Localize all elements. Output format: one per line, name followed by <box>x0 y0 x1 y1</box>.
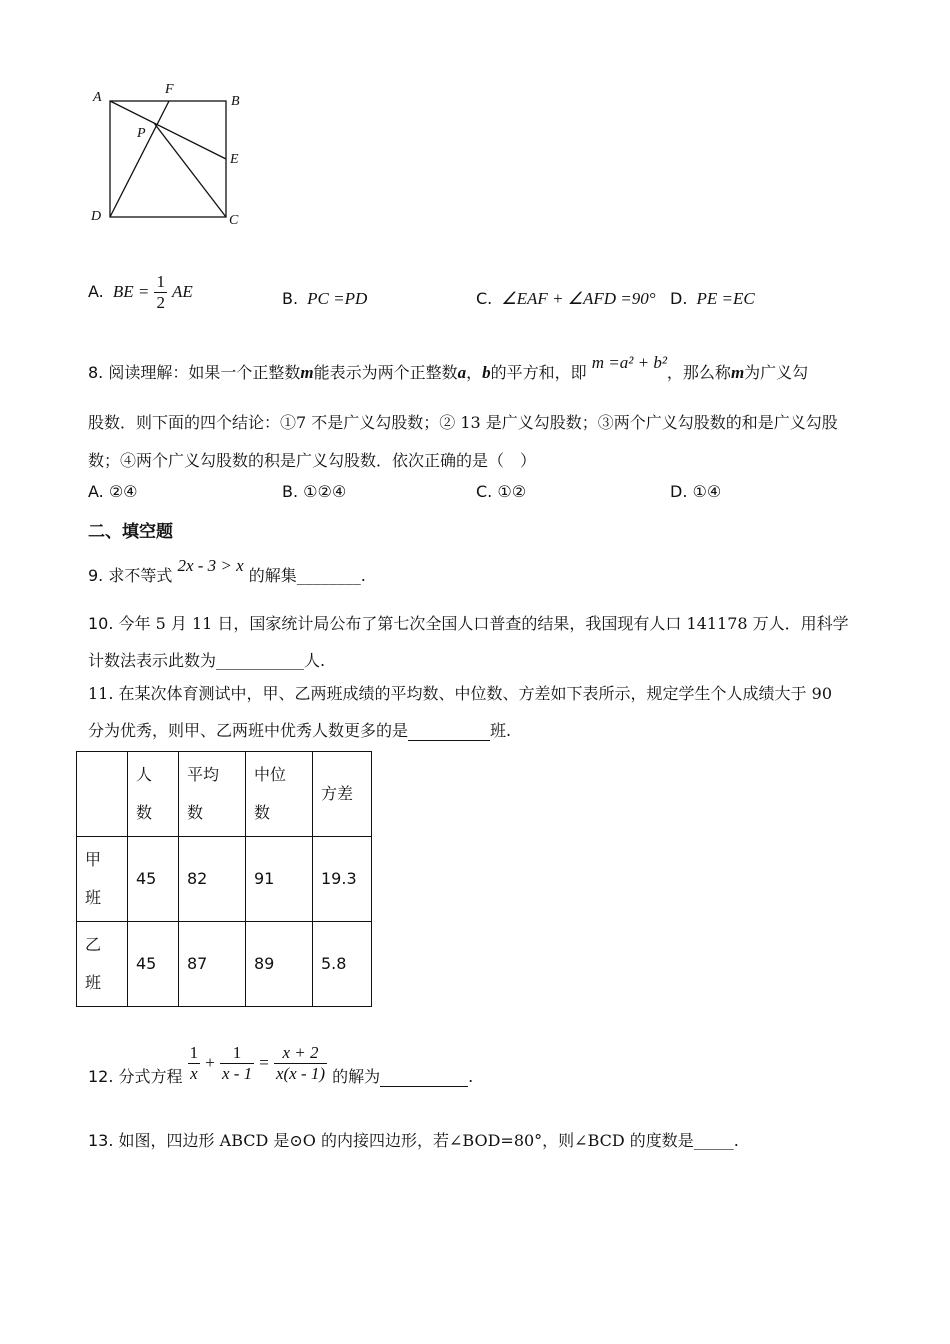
header-cell <box>77 752 128 837</box>
q7-option-d[interactable] <box>670 289 755 309</box>
q8-comma: ， <box>466 363 483 382</box>
frac-den: 2 <box>156 293 165 312</box>
frac-den: x - 1 <box>221 1064 253 1083</box>
q8-text-d: ，那么称 <box>666 363 731 382</box>
label-d: D <box>91 209 102 224</box>
row-name: 甲 班 <box>77 837 128 922</box>
q11-line-2 <box>88 718 511 741</box>
frac-num: 1 <box>220 1043 254 1064</box>
label-f: F <box>165 82 174 97</box>
q10-line-2: 计数法表示此数为___________人. <box>88 651 326 670</box>
q11-text-3: 班. <box>490 721 512 740</box>
q13-text: 如图，四边形 ABCD 是⊙O 的内接四边形，若∠BOD=80°，则∠BCD 的度数是_____. <box>118 1131 739 1150</box>
answer-blank[interactable] <box>408 721 490 741</box>
fraction-2 <box>220 1043 254 1084</box>
header-cell: 方差 <box>313 752 372 837</box>
question-number: 13. <box>88 1131 114 1150</box>
cell-mean: 87 <box>179 922 246 1007</box>
cell-median: 89 <box>246 922 313 1007</box>
label-e: E <box>230 152 239 167</box>
q12-period: . <box>468 1067 474 1086</box>
option-letter: A. <box>88 282 104 301</box>
question-number: 9. <box>88 566 104 585</box>
q13 <box>88 1128 739 1151</box>
label-a: A <box>93 90 102 105</box>
var-m-2: m <box>730 363 745 382</box>
fraction-3 <box>274 1043 327 1084</box>
frac-num: 1 <box>189 1043 199 1062</box>
q9-pre: 求不等式 <box>108 566 173 585</box>
table-header-row <box>77 752 372 837</box>
label-c: C <box>229 213 239 228</box>
frac-den: x(x - 1) <box>275 1064 326 1083</box>
section-title: 二、填空题 <box>88 522 173 542</box>
q11-text-2: 分为优秀，则甲、乙两班中优秀人数更多的是 <box>88 721 409 740</box>
q12-post: 的解为 <box>332 1067 381 1086</box>
q12 <box>88 1043 473 1084</box>
label-b: B <box>231 94 240 109</box>
segment-df <box>110 101 169 217</box>
q8-line-3: 数；④两个广义勾股数的积是广义勾股数．依次正确的是（ ） <box>88 451 537 470</box>
option-letter: C. <box>476 289 493 308</box>
q7-option-c[interactable] <box>476 289 656 309</box>
segment-ae <box>110 101 226 159</box>
answer-blank[interactable] <box>380 1067 468 1087</box>
q8-option-a[interactable]: A. ②④ <box>88 482 138 501</box>
q8-text-c: 的平方和，即 <box>490 363 587 382</box>
var-b: b <box>482 363 491 382</box>
fraction-1 <box>188 1043 201 1084</box>
option-expr-left: BE = <box>112 282 150 301</box>
option-expr-right: AE <box>172 282 193 301</box>
q8-line-1 <box>88 353 809 383</box>
q8-line-2: 股数．则下面的四个结论：①7 不是广义勾股数；② 13 是广义勾股数；③两个广义勾股数的和是广义勾股 <box>88 413 838 432</box>
option-expr: PC =PD <box>307 289 368 308</box>
option-letter: D. <box>670 289 688 308</box>
label-p: P <box>137 126 146 141</box>
q12-pre: 分式方程 <box>118 1067 183 1086</box>
option-expr: PE =EC <box>696 289 755 308</box>
q8-option-d[interactable]: D. ①④ <box>670 482 722 501</box>
question-number: 10. <box>88 614 114 633</box>
q9 <box>88 556 366 586</box>
q9-formula: 2x - 3 > x <box>177 556 244 575</box>
cell-count: 45 <box>128 837 179 922</box>
header-cell: 人 数 <box>128 752 179 837</box>
q9-post: 的解集________. <box>248 566 366 585</box>
cell-count: 45 <box>128 922 179 1007</box>
question-number: 12. <box>88 1067 114 1086</box>
q7-option-a[interactable] <box>88 272 193 313</box>
cell-variance: 19.3 <box>313 837 372 922</box>
question-number: 8. <box>88 363 104 382</box>
frac-num: x + 2 <box>274 1043 327 1064</box>
q8-option-b[interactable]: B. ①②④ <box>282 482 347 501</box>
score-table <box>76 751 372 1007</box>
var-m: m <box>300 363 314 382</box>
q10-line-1 <box>88 611 849 634</box>
table-row <box>77 922 372 1007</box>
cell-variance: 5.8 <box>313 922 372 1007</box>
option-letter: B. <box>282 289 299 308</box>
segment-pc <box>154 123 226 217</box>
header-cell: 平均 数 <box>179 752 246 837</box>
frac-num: 1 <box>156 272 165 291</box>
q11-line-1 <box>88 681 832 704</box>
frac-den: x <box>190 1064 198 1083</box>
table-row <box>77 837 372 922</box>
q8-formula: m =a² + b² <box>591 353 667 372</box>
plus-sign: + <box>205 1053 215 1072</box>
equals-sign: = <box>259 1053 269 1072</box>
question-number: 11. <box>88 684 114 703</box>
fraction-half <box>154 272 167 313</box>
cell-median: 91 <box>246 837 313 922</box>
q8-option-c[interactable]: C. ①② <box>476 482 527 501</box>
square-abcd <box>110 101 226 217</box>
row-name: 乙 班 <box>77 922 128 1007</box>
q8-text-e: 为广义勾 <box>744 363 809 382</box>
header-cell: 中位 数 <box>246 752 313 837</box>
q7-option-b[interactable] <box>282 289 367 309</box>
option-expr: ∠EAF + ∠AFD =90° <box>501 289 656 308</box>
q8-text-a: 阅读理解：如果一个正整数 <box>108 363 301 382</box>
var-a: a <box>457 363 467 382</box>
square-figure <box>80 75 260 235</box>
q10-text: 今年 5 月 11 日，国家统计局公布了第七次全国人口普查的结果，我国现有人口 141178 万人．用科学 <box>118 614 849 633</box>
cell-mean: 82 <box>179 837 246 922</box>
q11-text: 在某次体育测试中，甲、乙两班成绩的平均数、中位数、方差如下表所示，规定学生个人成绩大于 90 <box>118 684 832 703</box>
q8-text-b: 能表示为两个正整数 <box>313 363 458 382</box>
